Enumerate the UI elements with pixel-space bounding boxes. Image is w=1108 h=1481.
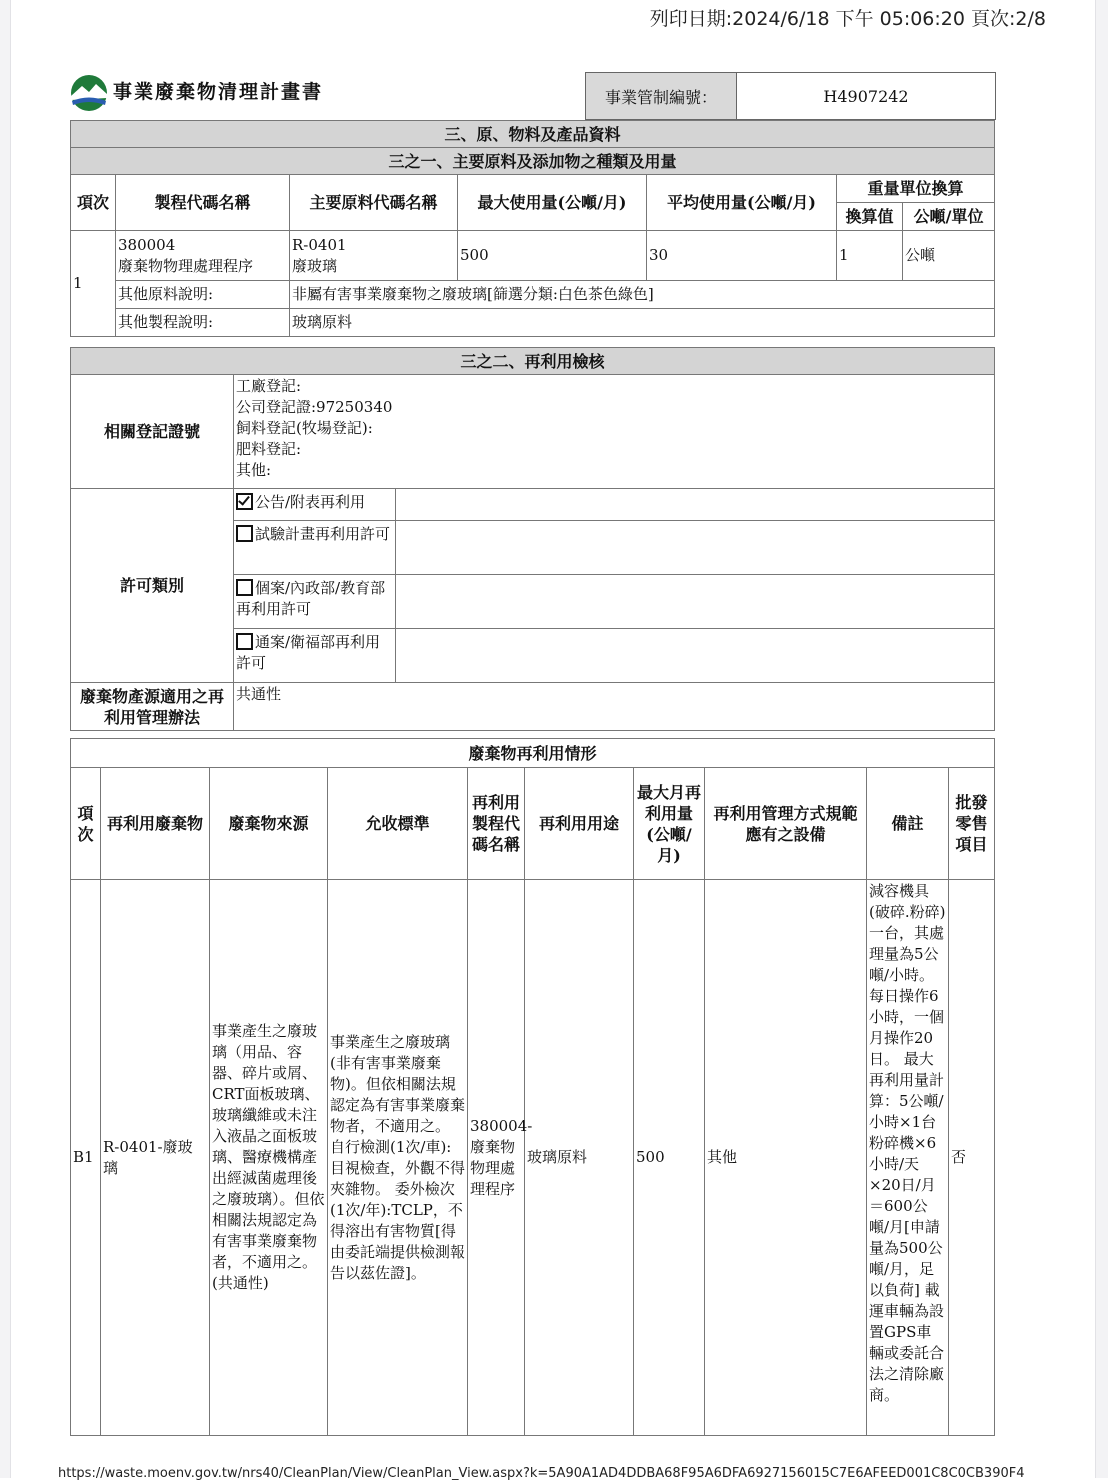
reuse-check-table <box>70 347 995 731</box>
footer-url[interactable]: https://waste.moenv.gov.tw/nrs40/CleanPlan/View/CleanPlan_View.aspx?k=5A90A1AD4DDBA68F95A6DFA6927156015C7E6AFEED001C8C0CB390F4 <box>58 1466 1025 1481</box>
checkbox-icon[interactable] <box>236 525 253 542</box>
checkbox-icon[interactable] <box>236 633 253 650</box>
permit-option <box>234 521 396 575</box>
registration-line: 公司登記證:97250340 <box>236 398 393 416</box>
registration-line: 其他: <box>236 461 272 479</box>
checkbox-checked-icon[interactable] <box>236 493 253 510</box>
col-header-no: 項次 <box>71 175 116 231</box>
reuse-col-note: 備註 <box>867 768 949 880</box>
reuse-row-note: 減容機具(破碎.粉碎)一台，其處理量為5公噸/小時。每日操作6小時，一個月操作20日。 最大再利用量計算：5公噸/小時×1台粉碎機×6小時/天×20日/月＝600公噸/月[申請量為500公噸/月，足以負荷] 載運車輛為設置GPS車輛或委託合法之清除廠商。 <box>867 880 949 1436</box>
permit-type-label: 許可類別 <box>71 489 234 683</box>
epa-logo-icon <box>70 74 108 112</box>
other-material-value: 非屬有害事業廢棄物之廢玻璃[篩選分類:白色茶色綠色] <box>290 281 995 309</box>
permit-blank <box>396 629 995 683</box>
control-number-value: H4907242 <box>823 86 909 106</box>
material-max: 500 <box>458 231 647 281</box>
registration-line: 飼料登記(牧場登記): <box>236 419 373 437</box>
permit-option-label: 公告/附表再利用 <box>255 493 366 511</box>
registration-label: 相關登記證號 <box>71 375 234 489</box>
other-material-label: 其他原料說明: <box>116 281 290 309</box>
permit-option-label: 試驗計畫再利用許可 <box>255 525 391 543</box>
reuse-col-process: 再利用製程代碼名稱 <box>468 768 525 880</box>
control-number-box <box>585 72 996 120</box>
reuse-col-retail: 批發零售項目 <box>949 768 995 880</box>
material-conv-unit: 公噸 <box>903 231 995 281</box>
document-title: 事業廢棄物清理計畫書 <box>113 81 324 103</box>
reuse-row-source: 事業產生之廢玻璃（用品、容器、碎片或屑、CRT面板玻璃、玻璃纖維或未注入液晶之面板玻璃、醫療機構產出經滅菌處理後之廢玻璃）。但依相關法規認定為有害事業廢棄物者，不適用之。(共通性) <box>210 880 328 1436</box>
col-header-conv-unit: 公噸/單位 <box>903 203 995 231</box>
registration-line: 肥料登記: <box>236 440 302 458</box>
permit-option <box>234 629 396 683</box>
reuse-col-criteria: 允收標準 <box>328 768 468 880</box>
col-header-conversion: 重量單位換算 <box>837 175 995 203</box>
col-header-material: 主要原料代碼名稱 <box>290 175 458 231</box>
other-process-value: 玻璃原料 <box>290 309 995 337</box>
reuse-row-waste: R-0401-廢玻璃 <box>101 880 210 1436</box>
page-left-edge <box>0 0 11 1478</box>
process-code: 380004 <box>118 235 176 254</box>
permit-option-label: 個案/內政部/教育部再利用許可 <box>236 579 386 618</box>
reuse-col-use: 再利用用途 <box>525 768 634 880</box>
material-name: 廢玻璃 <box>292 256 338 275</box>
reuse-row-method: 其他 <box>705 880 867 1436</box>
material-code: R-0401 <box>292 235 347 254</box>
reuse-col-method: 再利用管理方式規範應有之設備 <box>705 768 867 880</box>
permit-blank <box>396 489 995 521</box>
process-name: 廢棄物物理處理程序 <box>118 256 254 275</box>
permit-option <box>234 575 396 629</box>
management-method-label: 廢棄物產源適用之再利用管理辦法 <box>71 683 234 731</box>
permit-blank <box>396 575 995 629</box>
material-conv-value: 1 <box>837 231 903 281</box>
section3-1-title: 三之一、主要原料及添加物之種類及用量 <box>71 148 995 175</box>
print-date: 列印日期:2024/6/18 下午 05:06:20 頁次:2/8 <box>649 8 1046 30</box>
waste-reuse-table <box>70 738 995 1436</box>
col-header-process: 製程代碼名稱 <box>116 175 290 231</box>
col-header-conv-value: 換算值 <box>837 203 903 231</box>
reuse-col-source: 廢棄物來源 <box>210 768 328 880</box>
material-process-cell <box>116 231 290 281</box>
permit-option-label: 通案/衛福部再利用許可 <box>236 633 381 672</box>
material-code-cell <box>290 231 458 281</box>
reuse-row-max: 500 <box>634 880 705 1436</box>
col-header-max: 最大使用量(公噸/月) <box>458 175 647 231</box>
raw-materials-table <box>70 120 995 337</box>
control-number-label: 事業管制編號： <box>586 73 737 119</box>
registration-values <box>234 375 995 489</box>
permit-blank <box>396 521 995 575</box>
checkbox-icon[interactable] <box>236 579 253 596</box>
reuse-title: 廢棄物再利用情形 <box>71 739 995 768</box>
reuse-row-no: B1 <box>71 880 101 1436</box>
management-method-value: 共通性 <box>234 683 995 731</box>
section3-2-title: 三之二、再利用檢核 <box>71 348 995 375</box>
permit-option <box>234 489 396 521</box>
reuse-row-criteria: 事業產生之廢玻璃(非有害事業廢棄物)。但依相關法規認定為有害事業廢棄物者，不適用之。 自行檢測(1次/車):目視檢查，外觀不得夾雜物。 委外檢次(1次/年):TCLP，不得溶出有害物質[得由委託端提供檢測報告以茲佐證]。 <box>328 880 468 1436</box>
material-row-no: 1 <box>71 231 116 337</box>
registration-line: 工廠登記: <box>236 377 302 395</box>
reuse-col-no: 項次 <box>71 768 101 880</box>
reuse-row-process: 380004-廢棄物物理處理程序 <box>468 880 525 1436</box>
material-avg: 30 <box>647 231 837 281</box>
reuse-col-waste: 再利用廢棄物 <box>101 768 210 880</box>
col-header-avg: 平均使用量(公噸/月) <box>647 175 837 231</box>
reuse-row-retail: 否 <box>949 880 995 1436</box>
page-right-edge <box>1095 0 1108 1478</box>
reuse-col-max: 最大月再利用量(公噸/月) <box>634 768 705 880</box>
other-process-label: 其他製程說明: <box>116 309 290 337</box>
reuse-row-use: 玻璃原料 <box>525 880 634 1436</box>
section3-title: 三、原、物料及產品資料 <box>71 121 995 148</box>
